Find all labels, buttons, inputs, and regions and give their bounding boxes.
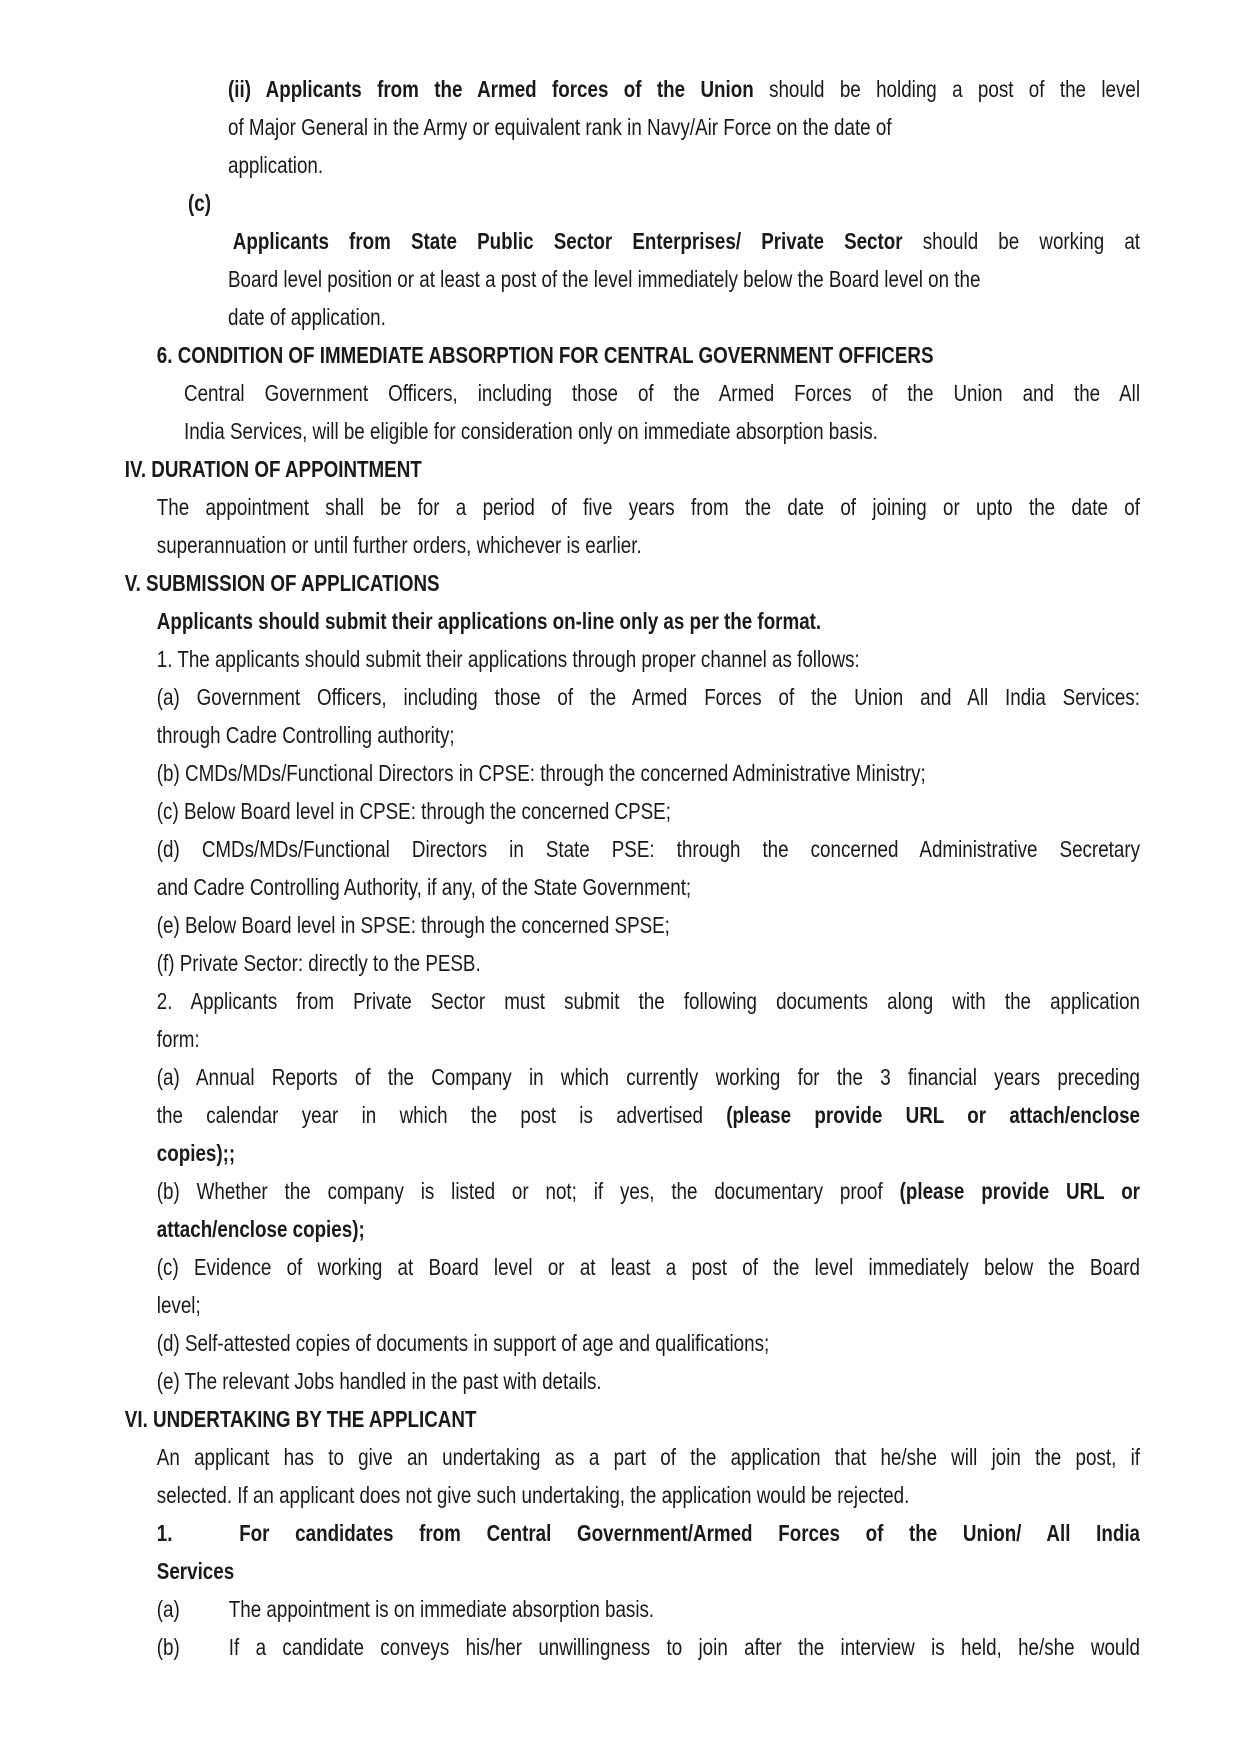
text-segment: selected. If an applicant does not give such undertaking, the application would be rejected. <box>156 1482 910 1508</box>
text-line <box>157 336 1140 374</box>
text-segment: date of application. <box>228 304 386 330</box>
text-line <box>157 602 1140 640</box>
bold-text-segment: 6. CONDITION OF IMMEDIATE ABSORPTION FOR CENTRAL GOVERNMENT OFFICERS <box>156 342 934 368</box>
text-line <box>157 1438 1140 1476</box>
text-segment: should be working at <box>902 228 1140 254</box>
text-line <box>157 792 1140 830</box>
bold-text-segment: Applicants from State Public Sector Enterprises/ Private Sector <box>232 228 903 254</box>
text-segment: (b) Whether the company is listed or not; if yes, the documentary proof <box>156 1178 900 1204</box>
text-segment: (a) Annual Reports of the Company in which currently working for the 3 financial years preceding <box>156 1064 1141 1090</box>
text-line <box>157 678 1140 716</box>
text-line <box>157 982 1140 1020</box>
text-line <box>228 260 1140 298</box>
text-segment: India Services, will be eligible for consideration only on immediate absorption basis. <box>184 418 878 444</box>
text-segment: the calendar year in which the post is advertised <box>156 1102 727 1128</box>
text-segment: and Cadre Controlling Authority, if any, of the State Government; <box>156 874 692 900</box>
text-line <box>157 640 1140 678</box>
list-marker: 1. <box>156 1520 173 1546</box>
bold-text-segment: copies);; <box>156 1140 236 1166</box>
text-segment: Central Government Officers, including those of the Armed Forces of the Union and the All <box>184 380 1140 406</box>
text-line <box>157 1058 1140 1096</box>
bold-text-segment: Applicants should submit their applications on-line only as per the format. <box>156 608 822 634</box>
text-line <box>157 716 1140 754</box>
bold-text-segment: (c) <box>188 190 211 216</box>
list-marker: (a) <box>156 1596 180 1622</box>
text-segment: should be holding a post of the level <box>753 76 1141 102</box>
text-segment: level; <box>156 1292 201 1318</box>
bold-text-segment: VI. UNDERTAKING BY THE APPLICANT <box>124 1406 477 1432</box>
text-segment: Board level position or at least a post of the level immediately below the Board level on the <box>228 266 981 292</box>
text-line <box>157 1552 1140 1590</box>
text-segment: form: <box>156 1026 200 1052</box>
text-line <box>188 184 1140 222</box>
text-segment: (d) CMDs/MDs/Functional Directors in State PSE: through the concerned Administrative Secretary <box>156 836 1141 862</box>
bold-text-segment: (ii) Applicants from the Armed forces of the Union <box>228 76 754 102</box>
bold-text-segment: Services <box>156 1558 235 1584</box>
text-line <box>157 1210 1140 1248</box>
text-segment: superannuation or until further orders, whichever is earlier. <box>156 532 642 558</box>
list-marker: (b) <box>156 1634 180 1660</box>
text-line <box>228 222 1140 260</box>
bold-text-segment: For candidates from Central Government/Armed Forces of the Union/ All India <box>239 1520 1140 1546</box>
text-segment: If a candidate conveys his/her unwillingness to join after the interview is held, he/she would <box>228 1634 1141 1660</box>
text-line <box>157 868 1140 906</box>
bold-text-segment: (please provide URL or attach/enclose <box>726 1102 1140 1128</box>
text-line <box>125 450 1140 488</box>
text-segment: 2. Applicants from Private Sector must submit the following documents along with the application <box>156 988 1141 1014</box>
text-segment: (f) Private Sector: directly to the PESB. <box>156 950 481 976</box>
text-line <box>157 1020 1140 1058</box>
text-line <box>228 70 1140 108</box>
text-line <box>125 564 1140 602</box>
text-segment: (a) Government Officers, including those of the Armed Forces of the Union and All India Services: <box>156 684 1141 710</box>
text-line <box>184 374 1140 412</box>
text-line <box>157 488 1140 526</box>
text-line <box>157 1172 1140 1210</box>
text-segment: (d) Self-attested copies of documents in support of age and qualifications; <box>156 1330 770 1356</box>
text-line <box>157 1590 1140 1628</box>
text-line <box>157 1096 1140 1134</box>
text-segment: 1. The applicants should submit their applications through proper channel as follows: <box>156 646 860 672</box>
text-line <box>228 108 1140 146</box>
text-line <box>157 754 1140 792</box>
text-segment: An applicant has to give an undertaking as a part of the application that he/she will join the post, if <box>156 1444 1141 1470</box>
text-line <box>157 944 1140 982</box>
text-line <box>157 1324 1140 1362</box>
text-segment: (b) CMDs/MDs/Functional Directors in CPSE: through the concerned Administrative Ministry; <box>156 760 926 786</box>
text-line <box>157 526 1140 564</box>
text-line <box>157 1362 1140 1400</box>
text-line <box>184 412 1140 450</box>
text-segment: (e) Below Board level in SPSE: through the concerned SPSE; <box>156 912 670 938</box>
bold-text-segment: attach/enclose copies); <box>156 1216 365 1242</box>
text-line <box>157 1476 1140 1514</box>
text-line <box>157 1514 1140 1552</box>
text-segment: The appointment shall be for a period of five years from the date of joining or upto the date of <box>156 494 1141 520</box>
text-segment: (c) Below Board level in CPSE: through the concerned CPSE; <box>156 798 671 824</box>
text-segment: The appointment is on immediate absorption basis. <box>228 1596 655 1622</box>
text-segment: (e) The relevant Jobs handled in the past with details. <box>156 1368 602 1394</box>
text-line <box>157 830 1140 868</box>
text-segment: through Cadre Controlling authority; <box>156 722 455 748</box>
text-line <box>157 1248 1140 1286</box>
text-segment: application. <box>228 152 324 178</box>
text-line <box>157 1628 1140 1666</box>
text-segment: of Major General in the Army or equivalent rank in Navy/Air Force on the date of <box>228 114 892 140</box>
text-line <box>157 906 1140 944</box>
bold-text-segment: V. SUBMISSION OF APPLICATIONS <box>124 570 440 596</box>
text-line <box>228 298 1140 336</box>
text-line <box>125 1400 1140 1438</box>
text-segment: (c) Evidence of working at Board level or at least a post of the level immediately below the Board <box>156 1254 1141 1280</box>
text-line <box>228 146 1140 184</box>
bold-text-segment: IV. DURATION OF APPOINTMENT <box>124 456 422 482</box>
text-line <box>157 1134 1140 1172</box>
bold-text-segment: (please provide URL or <box>899 1178 1140 1204</box>
text-line <box>157 1286 1140 1324</box>
